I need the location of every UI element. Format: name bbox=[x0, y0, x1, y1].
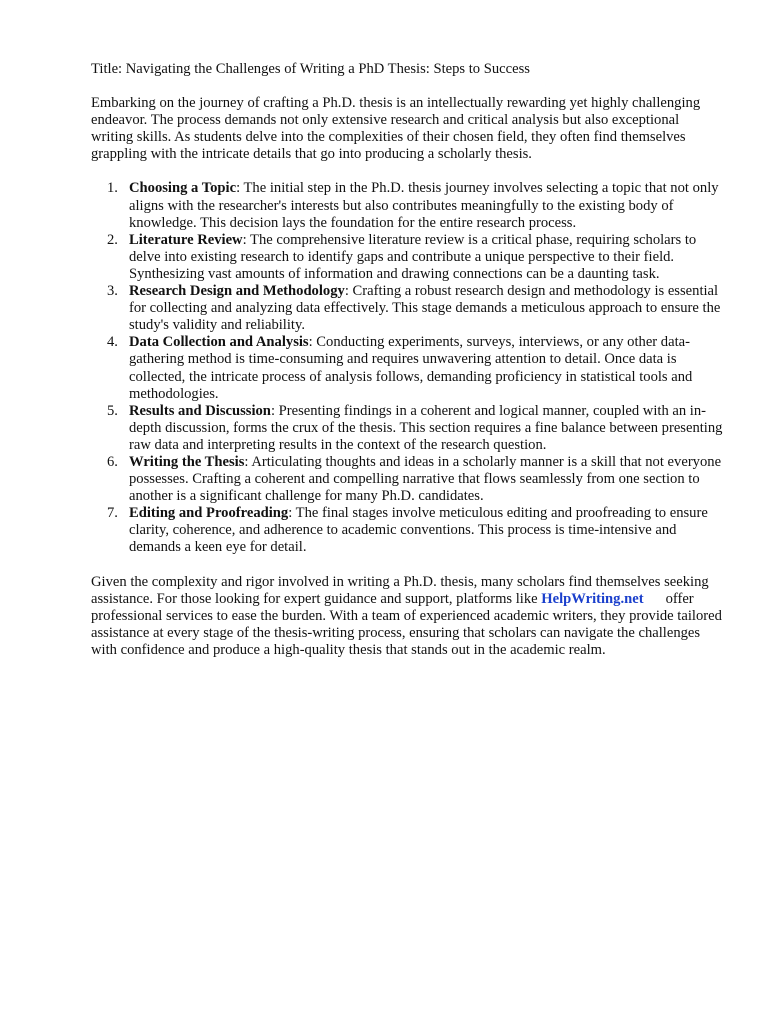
intro-paragraph: Embarking on the journey of crafting a Ph.D. thesis is an intellectually rewarding yet highly challenging endeavor. The process demands not only extensive research and critical analysis but also exceptional writing skills. As students delve into the complexities of their chosen field, they often find themselves grappling with the intricate details that go into producing a scholarly thesis. bbox=[91, 95, 701, 163]
list-item bbox=[107, 180, 723, 231]
closing-paragraph bbox=[91, 574, 723, 659]
list-number: 5. bbox=[107, 402, 118, 419]
list-number: 2. bbox=[107, 231, 118, 248]
list-item bbox=[107, 334, 723, 402]
list-item bbox=[107, 402, 723, 454]
step-text: : Presenting findings in a coherent and logical manner, coupled with an in-depth discussion, forms the crux of the thesis. This section requires a fine balance between presenting raw data and interpreting results in the context of the research question. bbox=[129, 402, 723, 453]
step-text: : Conducting experiments, surveys, interviews, or any other data-gathering method is time-consuming and requires unwavering attention to detail. Once data is collected, the intricate process of analysis follows, demanding proficiency in statistical tools and methodologies. bbox=[129, 334, 693, 402]
closing-text-end: offer professional services to ease the burden. With a team of experienced academic writers, they provide tailored assistance at every stage of the thesis-writing process, ensuring that scholars can navigate the challenges with confidence and produce a high-quality thesis that stands out in the academic realm. bbox=[91, 590, 722, 658]
closing-text-start: Given the complexity and rigor involved in writing a Ph.D. thesis, many scholars find themselves seeking assistance. For those looking for expert guidance and support, platforms like bbox=[91, 573, 709, 607]
step-text: : The comprehensive literature review is a critical phase, requiring scholars to delve into existing research to identify gaps and contribute a unique perspective to their field. Synthesizing vast amounts of information and drawing connections can be a daunting task. bbox=[129, 231, 697, 282]
list-item bbox=[107, 283, 723, 334]
list-number: 1. bbox=[107, 180, 118, 197]
document-title: Title: Navigating the Challenges of Writing a PhD Thesis: Steps to Success bbox=[91, 61, 530, 77]
step-term: Writing the Thesis bbox=[129, 453, 245, 470]
list-item bbox=[107, 453, 723, 505]
document-page bbox=[91, 61, 723, 659]
step-text: : Articulating thoughts and ideas in a scholarly manner is a skill that not everyone possesses. Crafting a coherent and compelling narrative that flows seamlessly from one section to another is a significant challenge for many Ph.D. candidates. bbox=[129, 453, 722, 505]
step-text: : The initial step in the Ph.D. thesis journey involves selecting a topic that not only aligns with the researcher's interests but also contributes meaningfully to the existing body of knowledge. This decision lays the foundation for the entire research process. bbox=[129, 180, 719, 231]
list-item bbox=[107, 505, 723, 556]
list-number: 6. bbox=[107, 453, 118, 470]
step-term: Research Design and Methodology bbox=[129, 283, 345, 300]
step-term: Literature Review bbox=[129, 231, 243, 248]
step-text: : The final stages involve meticulous editing and proofreading to ensure clarity, coherence, and adherence to academic conventions. This process is time-intensive and demands a keen eye for detail. bbox=[129, 505, 708, 556]
list-number: 3. bbox=[107, 283, 118, 300]
step-term: Editing and Proofreading bbox=[129, 505, 289, 522]
step-term: Data Collection and Analysis bbox=[129, 334, 309, 351]
list-number: 7. bbox=[107, 505, 118, 522]
steps-list bbox=[91, 180, 723, 556]
step-term: Choosing a Topic bbox=[129, 180, 237, 197]
helpwriting-link[interactable]: HelpWriting.net bbox=[541, 590, 644, 607]
step-text: : Crafting a robust research design and methodology is essential for collecting and analyzing data effectively. This stage demands a meticulous approach to ensure the study's validity and reliability. bbox=[129, 283, 721, 334]
list-item bbox=[107, 231, 723, 283]
list-number: 4. bbox=[107, 334, 118, 351]
step-term: Results and Discussion bbox=[129, 402, 271, 419]
